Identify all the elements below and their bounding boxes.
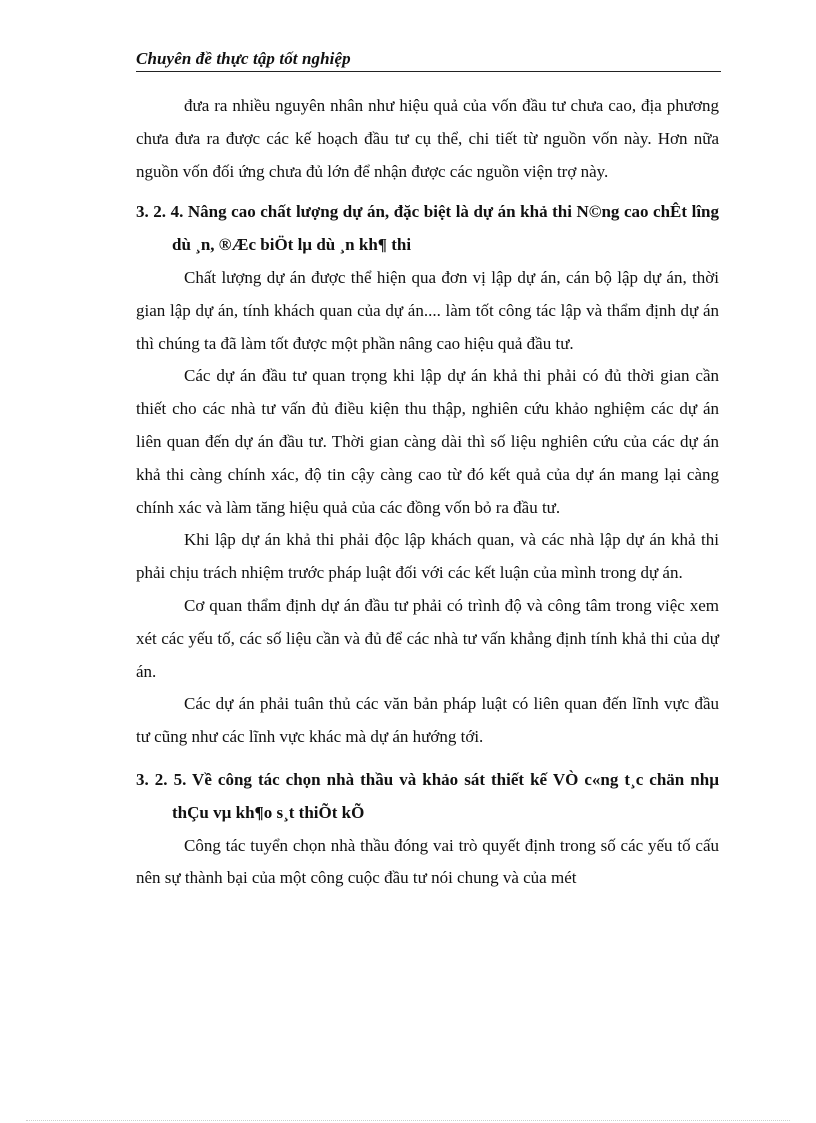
page-header bbox=[136, 49, 721, 72]
paragraph-5: Cơ quan thẩm định dự án đầu tư phải có trình độ và công tâm trong việc xem xét các yếu tố, các số liệu cần và đủ để các nhà tư vấn khẳng định tính khả thi của dự án. bbox=[136, 595, 719, 681]
section-heading-3-2-5: 3. 2. 5. Về công tác chọn nhà thầu và khảo sát thiết kế VÒ c«ng t¸c chän nhµ thÇu vµ kh¶o s¸t thiÕt kÕ bbox=[136, 769, 719, 822]
paragraph-4: Khi lập dự án khả thi phải độc lập khách quan, và các nhà lập dự án khả thi phải chịu trách nhiệm trước pháp luật đối với các kết luận của mình trong dự án. bbox=[136, 530, 719, 583]
paragraph-6: Các dự án phải tuân thủ các văn bản pháp luật có liên quan đến lĩnh vực đầu tư cũng như các lĩnh vực khác mà dự án hướng tới. bbox=[136, 694, 719, 747]
document-body bbox=[136, 90, 719, 895]
paragraph-2: Chất lượng dự án được thể hiện qua đơn vị lập dự án, cán bộ lập dự án, thời gian lập dự án, tính khách quan của dự án.... làm tốt công tác lập và thẩm định dự án thì chúng ta đã làm tốt được một phần nâng cao hiệu quả đầu tư. bbox=[136, 267, 719, 353]
paragraph-3: Các dự án đầu tư quan trọng khi lập dự án khả thi phải có đủ thời gian cần thiết cho các nhà tư vấn đủ điều kiện thu thập, nghiên cứu khảo nghiệm các dự án liên quan đến dự án đầu tư. Thời gian càng dài thì số liệu nghiên cứu của các dự án khả thi càng chính xác, độ tin cậy càng cao từ đó kết quả của dự án mang lại càng chính xác và làm tăng hiệu quả của các đồng vốn bỏ ra đầu tư. bbox=[136, 366, 719, 517]
page-bottom-divider bbox=[26, 1120, 790, 1121]
paragraph-1: đưa ra nhiều nguyên nhân như hiệu quả của vốn đầu tư chưa cao, địa phương chưa đưa ra được các kế hoạch đầu tư cụ thể, chi tiết từ nguồn vốn này. Hơn nữa nguồn vốn đối ứng chưa đủ lớn để nhận được các nguồn viện trợ này. bbox=[136, 96, 719, 181]
paragraph-7: Công tác tuyển chọn nhà thầu đóng vai trò quyết định trong số các yếu tố cấu nên sự thành bại của một công cuộc đầu tư nói chung và của mét bbox=[136, 835, 719, 888]
header-title: Chuyên đề thực tập tốt nghiệp bbox=[136, 49, 351, 68]
section-heading-3-2-4: 3. 2. 4. Nâng cao chất lượng dự án, đặc biệt là dự án khả thi N©ng cao chÊt lîng dù ¸n, ®Æc biÖt lµ dù ¸n kh¶ thi bbox=[136, 202, 719, 255]
